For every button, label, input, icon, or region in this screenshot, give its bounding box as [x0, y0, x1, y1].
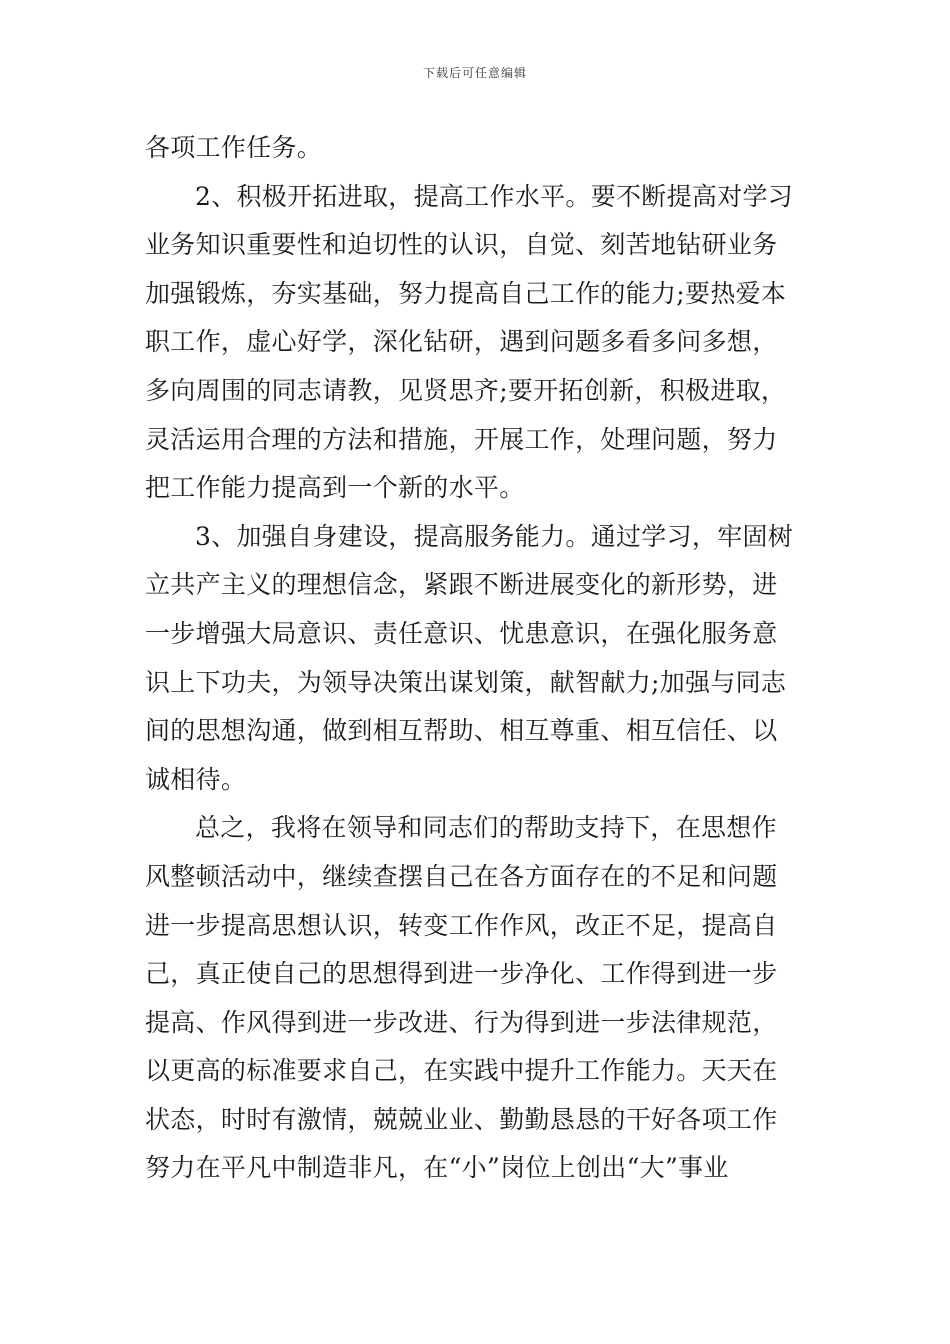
text-line: 风整顿活动中，继续查摆自己在各方面存在的不足和问题	[145, 861, 778, 891]
text-line: 间的思想沟通，做到相互帮助、相互尊重、相互信任、以	[145, 716, 778, 746]
text-line: 一步增强大局意识、责任意识、忧患意识，在强化服务意	[145, 618, 778, 648]
text-line: 以更高的标准要求自己，在实践中提升工作能力。天天在	[145, 1056, 778, 1086]
text-line: 把工作能力提高到一个新的水平。	[145, 473, 525, 503]
page-header: 下载后可任意编辑	[422, 66, 527, 80]
text-line: 识上下功夫，为领导决策出谋划策，献智献力;加强与同志	[145, 667, 787, 697]
document-body	[145, 124, 810, 1193]
text-line: 业务知识重要性和迫切性的认识，自觉、刻苦地钻研业务	[145, 230, 778, 260]
text-line: 多向周围的同志请教，见贤思齐;要开拓创新，积极进取，	[145, 375, 787, 405]
text-line: 立共产主义的理想信念，紧跟不断进展变化的新形势，进	[145, 570, 778, 600]
text-line: 诚相待。	[145, 764, 247, 794]
text-line: 状态，时时有激情，兢兢业业、勤勤恳恳的干好各项工作	[145, 1104, 778, 1134]
text-line: 己，真正使自己的思想得到进一步净化、工作得到进一步	[145, 959, 778, 989]
text-line: 职工作，虚心好学，深化钻研，遇到问题多看多问多想，	[145, 327, 778, 357]
text-line: 2、积极开拓进取，提高工作水平。要不断提高对学习	[195, 181, 794, 211]
text-line: 努力在平凡中制造非凡，在“小”岗位上创出“大”事业	[145, 1153, 729, 1183]
text-line: 灵活运用合理的方法和措施，开展工作，处理问题，努力	[145, 424, 778, 454]
text-line: 提高、作风得到进一步改进、行为得到进一步法律规范，	[145, 1007, 778, 1037]
text-line: 进一步提高思想认识，转变工作作风，改正不足，提高自	[145, 910, 778, 940]
text-line: 加强锻炼，夯实基础，努力提高自己工作的能力;要热爱本	[145, 278, 787, 308]
text-line: 各项工作任务。	[145, 133, 323, 162]
text-line: 3、加强自身建设，提高服务能力。通过学习，牢固树	[195, 521, 794, 551]
text-line: 总之，我将在领导和同志们的帮助支持下，在思想作	[195, 813, 777, 843]
